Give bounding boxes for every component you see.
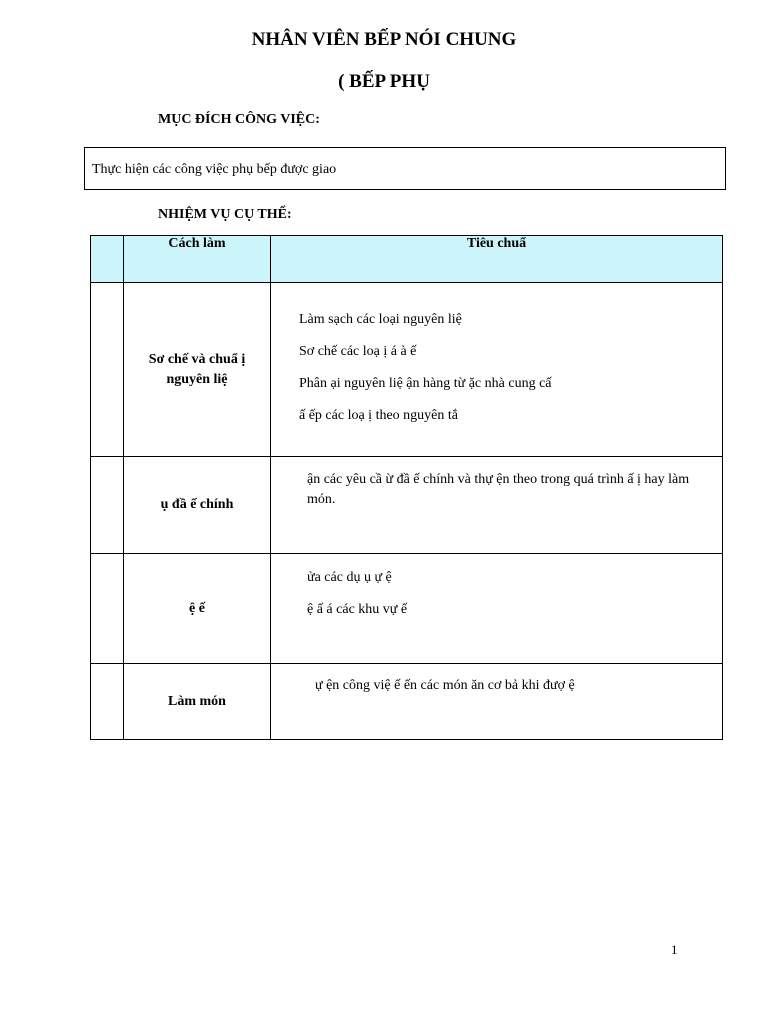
standard-line: ự ện công việ ế ến các món ăn cơ bả khi đượ ệ <box>315 678 575 693</box>
standard-line: ệ ấ á các khu vự ế <box>307 602 408 617</box>
purpose-box <box>84 147 726 190</box>
index-cell <box>91 664 124 740</box>
standard-line: Làm sạch các loại nguyên liệ <box>299 312 462 327</box>
table-row <box>91 457 723 554</box>
document-subtitle: ( BẾP PHỤ <box>338 71 430 92</box>
standard-cell <box>271 283 723 457</box>
method-cell: Sơ chế và chuẩ ị nguyên liệ <box>124 283 271 457</box>
method-cell: Làm món <box>124 664 271 740</box>
header-method: Cách làm <box>124 236 271 283</box>
table-header-row <box>91 236 723 283</box>
standard-cell <box>271 664 723 740</box>
standard-line: Phân ại nguyên liệ ận hàng từ ặc nhà cung cấ <box>299 376 552 391</box>
index-cell <box>91 457 124 554</box>
table-row <box>91 283 723 457</box>
tasks-table <box>90 235 723 740</box>
purpose-text: Thực hiện các công việc phụ bếp được giao <box>92 162 337 177</box>
purpose-label: MỤC ĐÍCH CÔNG VIỆC: <box>158 112 320 127</box>
index-cell <box>91 283 124 457</box>
standard-line: ấ ếp các loạ ị theo nguyên tắ <box>299 408 458 423</box>
document-title: NHÂN VIÊN BẾP NÓI CHUNG <box>251 29 517 50</box>
header-index-cell <box>91 236 124 283</box>
page-number: 1 <box>671 942 678 957</box>
table-row <box>91 554 723 664</box>
standard-line: ửa các dụ ụ ự ệ <box>307 570 392 585</box>
tasks-label: NHIỆM VỤ CỤ THỂ: <box>158 207 292 222</box>
method-cell: ệ ế <box>124 554 271 664</box>
standard-line: Sơ chế các loạ ị á à ế <box>299 344 417 359</box>
method-cell: ụ đầ ế chính <box>124 457 271 554</box>
table-row <box>91 664 723 740</box>
standard-cell <box>271 457 723 554</box>
standard-line: ận các yêu cầ ừ đầ ế chính và thự ện theo trong quá trình ấ ị hay làm món. <box>307 472 690 507</box>
standard-cell <box>271 554 723 664</box>
index-cell <box>91 554 124 664</box>
header-standard: Tiêu chuẩ <box>271 236 723 283</box>
